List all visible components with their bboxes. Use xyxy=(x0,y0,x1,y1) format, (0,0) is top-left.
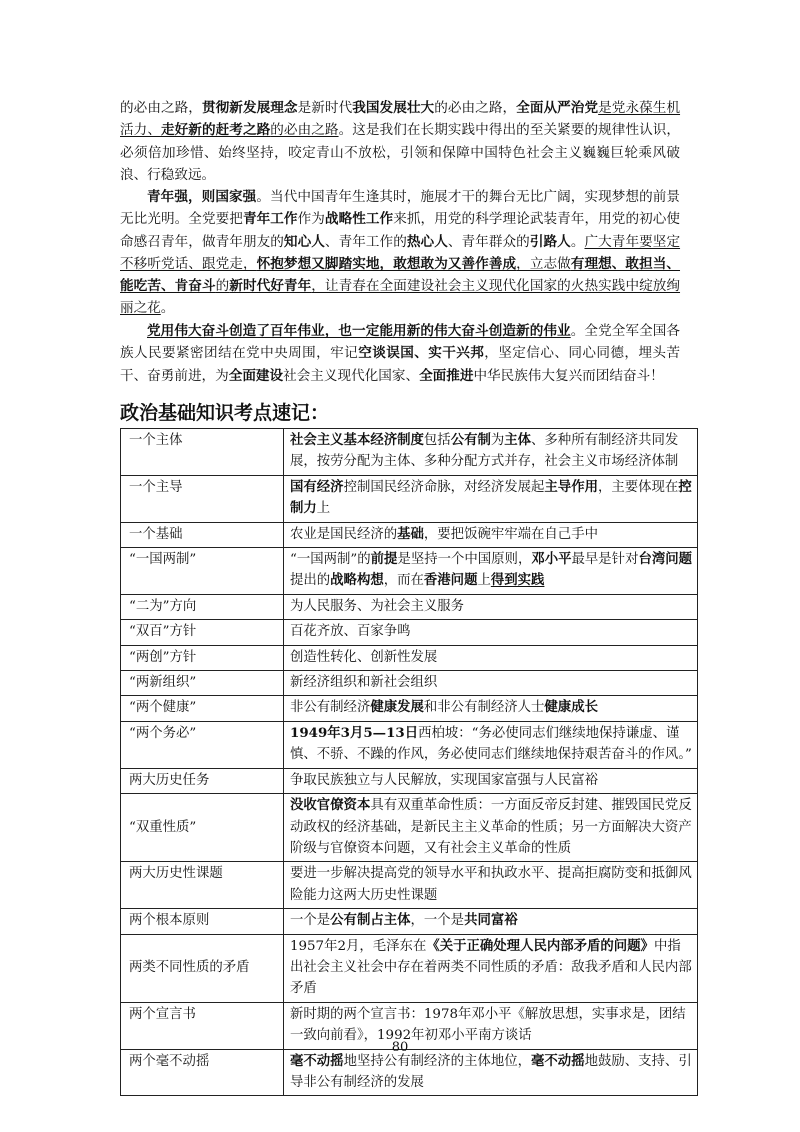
term-cell: “双重性质” xyxy=(121,794,284,862)
term-cell: 两个根本原则 xyxy=(121,909,284,934)
term-cell: “两新组织” xyxy=(121,671,284,696)
bold-run: 毫不动摇 xyxy=(531,1052,585,1069)
bold-run: 国有经济 xyxy=(290,478,344,495)
bold-underlined-run: 有理想、敢担当、能吃苦、肯奋斗 xyxy=(120,255,681,295)
table-row xyxy=(121,594,698,619)
bold-run: 青年强，则国家强 xyxy=(147,189,257,205)
text-run: 地坚持公有制经济的主体地位， xyxy=(343,1053,532,1069)
term-cell: 两类不同性质的矛盾 xyxy=(121,934,284,1002)
text-run: ，一个是 xyxy=(410,913,465,929)
term-cell: 两个宣言书 xyxy=(121,1002,284,1049)
definition-cell xyxy=(284,548,698,595)
bold-run: 没收官僚资本 xyxy=(290,797,371,814)
bold-run: 主体 xyxy=(504,432,532,448)
definition-cell xyxy=(284,696,698,721)
text-run: 、多种所有制经济共同发展，按劳分配为主体、多种分配方式并存，社会主义市场经济体制 xyxy=(290,433,679,470)
term-cell: “双百”方针 xyxy=(121,620,284,645)
bold-run: 香港问题 xyxy=(423,572,478,589)
text-run: 是新时代 xyxy=(297,100,353,116)
knowledge-points-table xyxy=(120,428,698,1096)
bold-run: 全面从严治党 xyxy=(516,100,599,116)
term-cell: 两个毫不动摇 xyxy=(121,1049,284,1096)
bold-underlined-run: 党用伟大奋斗创造了百年伟业，也一定能用新的伟大奋斗创造新的伟业 xyxy=(147,323,571,339)
table-row xyxy=(121,696,698,721)
text-run: “一国两制”的 xyxy=(290,552,371,568)
bold-run: 战略构想 xyxy=(330,572,384,589)
text-run: 社会主义现代化国家、 xyxy=(283,367,420,384)
bold-run: 公有制 xyxy=(450,432,491,448)
text-run: 来抓，用党的科学理论武装青年，用党的初心使命感召青年，做青年朋友的 xyxy=(120,211,681,250)
text-run: 。 xyxy=(160,300,175,317)
definition-cell xyxy=(284,909,698,934)
definition-cell xyxy=(284,934,698,1002)
text-run: 和非公有制经济人士 xyxy=(423,700,545,716)
bold-run: 台湾问题 xyxy=(638,551,693,568)
term-cell: “两个务必” xyxy=(121,721,284,768)
text-run: 提出的 xyxy=(290,573,331,589)
bold-run: 贯彻新发展理念 xyxy=(201,100,298,116)
bold-run: 《关于正确处理人民内部矛盾的问题》 xyxy=(426,937,654,954)
term-cell: “二为”方向 xyxy=(121,594,284,619)
text-run: 。全党全军全国各族人民要紧密团结在党中央周围，牢记 xyxy=(120,323,681,362)
bold-run: 基础 xyxy=(397,525,424,542)
bold-run: 引路人 xyxy=(529,233,571,250)
underlined-run: ，让青春在全面建设社会主义现代化国家的火热实践中绽放绚丽之花 xyxy=(120,278,681,317)
table-row xyxy=(121,645,698,670)
term-cell: “一国两制” xyxy=(121,548,284,595)
bold-run: 前提 xyxy=(370,551,398,568)
paragraph-youth xyxy=(120,186,680,320)
definition-cell: 新经济组织和新社会组织 xyxy=(284,671,698,696)
text-run: 中华民族伟大复兴而团结奋斗！ xyxy=(473,367,664,384)
table-row xyxy=(121,522,698,547)
bold-run: 全面建设 xyxy=(228,367,284,384)
bold-run: 知心人 xyxy=(283,233,325,250)
term-cell: 一个主体 xyxy=(121,429,284,476)
bold-run: 全面推进 xyxy=(419,367,474,384)
text-run: 最早是针对 xyxy=(571,552,639,568)
text-run: ，要把饭碗牢牢端在自己手中 xyxy=(423,526,598,542)
text-run: 控制国民经济命脉，对经济发展起 xyxy=(343,479,545,495)
table-row xyxy=(121,934,698,1002)
table-row xyxy=(121,768,698,793)
definition-cell xyxy=(284,794,698,862)
bold-run: 热心人 xyxy=(406,233,448,250)
text-run: 包括 xyxy=(423,433,451,448)
definition-cell: 创造性转化、创新性发展 xyxy=(284,645,698,670)
table-row xyxy=(121,794,698,862)
text-run: ，坚定信心、同心同德，埋头苦干、奋勇前进，为 xyxy=(120,345,681,384)
term-cell: 两大历史任务 xyxy=(121,768,284,793)
term-cell: 一个基础 xyxy=(121,522,284,547)
bold-run: 共同富裕 xyxy=(464,912,518,929)
term-cell: 一个主导 xyxy=(121,475,284,522)
term-cell: “两创”方针 xyxy=(121,645,284,670)
bold-underlined-run: 走好新的赶考之路 xyxy=(160,122,271,139)
definition-cell xyxy=(284,1049,698,1096)
text-run: 上 xyxy=(477,573,491,589)
table-row xyxy=(121,475,698,522)
term-cell: “两个健康” xyxy=(121,696,284,721)
table-row xyxy=(121,429,698,476)
bold-run: 主导作用 xyxy=(544,478,598,495)
text-run: 上 xyxy=(316,501,331,517)
text-run: 作为 xyxy=(297,211,325,228)
text-run: ，主要体现在 xyxy=(597,479,679,495)
text-run: 非公有制经济 xyxy=(290,700,371,716)
definition-cell xyxy=(284,721,698,768)
bold-underlined-run: 得到实践 xyxy=(490,572,545,589)
bold-underlined-run: 怀抱梦想又脚踏实地，敢想敢为又善作善成 xyxy=(256,255,517,272)
text-run: 为 xyxy=(490,433,505,448)
text-run: 的必由之路， xyxy=(434,100,517,116)
underlined-run: 的必由之路 xyxy=(270,122,339,139)
bold-run: 健康成长 xyxy=(544,699,598,716)
table-row xyxy=(121,862,698,909)
bold-run: 青年工作 xyxy=(242,211,298,228)
underlined-run: 是党永葆生机活力、 xyxy=(120,100,681,139)
table-row xyxy=(121,1049,698,1096)
text-run: 。当代中国青年生逢其时，施展才干的舞台无比广阔，实现梦想的前景无比光明。全党要把 xyxy=(120,189,681,228)
text-run: 是坚持一个中国原则， xyxy=(397,552,532,568)
text-run: 1957年2月，毛泽东在 xyxy=(290,938,427,954)
paragraph-struggle xyxy=(120,320,680,387)
definition-cell: 百花齐放、百家争鸣 xyxy=(284,620,698,645)
definition-cell: 要进一步解决提高党的领导水平和执政水平、提高拒腐防变和抵御风险能力这两大历史性课题 xyxy=(284,862,698,909)
paragraph-development-paths xyxy=(120,97,680,186)
table-row xyxy=(121,620,698,645)
page-number: 80 xyxy=(391,1040,409,1055)
definition-cell: 为人民服务、为社会主义服务 xyxy=(284,594,698,619)
text-run: 农业是国民经济的 xyxy=(290,526,398,542)
table-row xyxy=(121,548,698,595)
text-run: 中指出社会主义社会中存在着两类不同性质的矛盾：敌我矛盾和人民内部矛盾 xyxy=(290,938,692,997)
text-run: 。这是我们在长期实践中得出的至关紧要的规律性认识，必须倍加珍惜、始终坚持，咬定青山不放松，引领和保障中国特色社会主义巍巍巨轮乘风破浪、行稳致远。 xyxy=(120,122,681,183)
term-cell: 两大历史性课题 xyxy=(121,862,284,909)
bold-run: 公有制占主体 xyxy=(330,912,411,929)
underlined-run: 的 xyxy=(215,278,230,295)
bold-run: 控制力 xyxy=(290,478,692,517)
bold-underlined-run: 新时代好青年 xyxy=(229,278,312,295)
definition-cell xyxy=(284,429,698,476)
text-run: 的必由之路， xyxy=(120,100,202,116)
bold-run: 空谈误国、实干兴邦 xyxy=(358,345,485,362)
text-run: 、青年工作的 xyxy=(324,233,407,250)
text-run: 。 xyxy=(570,233,585,250)
definition-cell: 新时期的两个宣言书：1978年邓小平《解放思想，实事求是，团结一致向前看》，1992年初邓小平南方谈话 xyxy=(284,1002,698,1049)
table-row xyxy=(121,721,698,768)
underlined-run: 广大青年要坚定不移听党话、跟党走， xyxy=(120,233,681,272)
section-title: 政治基础知识考点速记： xyxy=(120,402,330,424)
underlined-run: ，立志做 xyxy=(516,255,571,272)
table-row xyxy=(121,909,698,934)
text-run: 西柏坡：“务必使同志们继续地保持谦虚、谨慎、不骄、不躁的作风，务必使同志们继续地保持艰苦奋斗的作风。” xyxy=(290,725,692,763)
text-run: 地鼓励、支持、引导非公有制经济的发展 xyxy=(290,1053,692,1090)
bold-run: 战略性工作 xyxy=(324,211,394,228)
definition-cell xyxy=(284,475,698,522)
bold-run: 社会主义基本经济制度 xyxy=(290,432,424,448)
definition-cell: 争取民族独立与人民解放，实现国家富强与人民富裕 xyxy=(284,768,698,793)
bold-run: 1949年3月5—13日 xyxy=(290,724,419,741)
bold-run: 邓小平 xyxy=(531,551,572,568)
definition-cell xyxy=(284,522,698,547)
bold-run: 毫不动摇 xyxy=(290,1052,344,1069)
bold-run: 健康发展 xyxy=(370,699,424,716)
table-row xyxy=(121,671,698,696)
text-run: 、青年群众的 xyxy=(447,233,530,250)
text-run: 具有双重革命性质：一方面反帝反封建、摧毁国民党反动政权的经济基础，是新民主主义革命的性质；另一方面解决大资产阶级与官僚资本问题，又有社会主义革命的性质 xyxy=(290,798,692,856)
bold-run: 我国发展壮大 xyxy=(352,100,435,116)
text-run: ，而在 xyxy=(383,573,424,589)
text-run: 一个是 xyxy=(290,913,331,929)
